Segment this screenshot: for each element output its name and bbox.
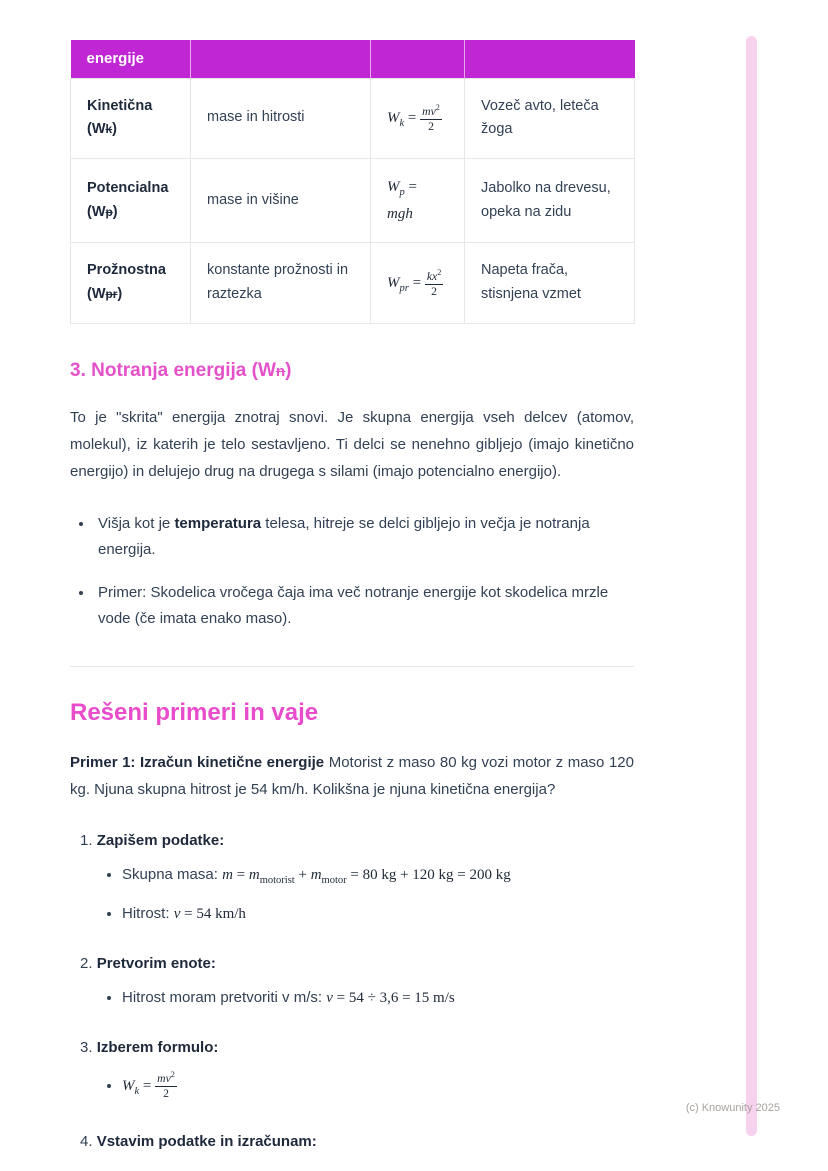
cell-formula xyxy=(371,159,465,243)
list-item: • Primer: Skodelica vročega čaja ima več notranje energije kot skodelica mrzle vode (če imata enako maso). xyxy=(94,580,634,632)
step-title: 3. Izberem formulo: xyxy=(80,1039,219,1057)
decorative-side-strip xyxy=(746,36,757,1136)
heading-subscript: n xyxy=(275,363,286,381)
energy-symbol: (Wpr) xyxy=(87,286,123,303)
energy-name: Kinetična xyxy=(87,97,153,114)
table-header-row xyxy=(71,40,635,78)
energy-table xyxy=(70,40,635,324)
math-equation: v = 54 km/h xyxy=(173,906,246,923)
math-formula-line2: mgh xyxy=(387,205,413,222)
math-equation: v = 54 ÷ 3,6 = 15 m/s xyxy=(326,990,455,1007)
fraction: $\frac{mv^2}{2}$ xyxy=(157,1070,175,1101)
section-heading-notranja-energija: 3. Notranja energija (Wn) xyxy=(70,360,292,382)
step-number: 2. xyxy=(80,955,93,973)
paragraph-internal-energy: To je "skrita" energija znotraj snovi. Je skupna energija vseh delcev (atomov, molekul), iz katerih je telo sestavljeno. Ti delci se nenehno gibljejo (imajo kinetično energijo) in delujejo drug na drugega s silami (imajo potencialno energijo). xyxy=(70,409,634,481)
step-number: 1. xyxy=(80,832,93,850)
step-title: 4. Vstavim podatke in izračunam: xyxy=(80,1132,317,1150)
table-header-cell-energije xyxy=(71,40,191,78)
cell-energy-name xyxy=(71,159,191,243)
math-formula: $W_k$ = $\frac{mv^2}{2}$ xyxy=(387,102,440,133)
step-sublist xyxy=(122,863,634,926)
paragraph-primer-1: Primer 1: Izračun kinetične energije Motorist z maso 80 kg vozi motor z maso 120 kg. Njuna skupna hitrost je 54 km/h. Kolikšna je njuna kinetična energija? xyxy=(70,754,634,799)
table-row-kineticna xyxy=(71,78,635,159)
step-title: 2. Pretvorim enote: xyxy=(80,955,216,973)
math-equation: $m = m_{motorist} + m_{motor} = 80$ kg + 120 kg = 200 kg xyxy=(222,867,511,887)
cell-formula xyxy=(371,78,465,159)
list-item-mass: • Skupna masa: $m = m_{motorist} + m_{motor} = 80$ kg + 120 kg = 200 kg xyxy=(122,863,634,893)
cell-formula xyxy=(371,243,465,324)
symbol-subscript: k xyxy=(105,122,113,137)
step-1 xyxy=(70,829,634,926)
list-item: • Višja kot je temperatura telesa, hitreje se delci gibljejo in večja je notranja energija. xyxy=(94,511,634,563)
cell-depends-on: mase in hitrosti xyxy=(191,78,371,159)
table-header-cell-3 xyxy=(371,40,465,78)
energy-name: Prožnostna xyxy=(87,262,166,279)
table-header-cell-2 xyxy=(191,40,371,78)
energy-symbol: (Wp) xyxy=(87,203,118,220)
table-row-potencialna xyxy=(71,159,635,243)
energy-symbol: (Wk) xyxy=(87,121,117,138)
step-number: 3. xyxy=(80,1039,93,1057)
section-heading-reseni-primeri: Rešeni primeri in vaje xyxy=(70,699,319,727)
cell-example: Vozeč avto, leteča žoga xyxy=(465,78,635,159)
footer-copyright: (c) Knowunity 2025 xyxy=(685,1102,780,1114)
cell-example: Napeta frača, stisnjena vzmet xyxy=(465,243,635,324)
header-label: energije xyxy=(86,50,145,68)
step-title: 1. Zapišem podatke: xyxy=(80,832,225,850)
fraction: $\frac{kx^2}{2}$ xyxy=(426,267,442,298)
math-formula: $W_p$ = xyxy=(387,179,417,199)
cell-energy-name xyxy=(71,78,191,159)
energy-name: Potencialna xyxy=(87,179,169,196)
cell-energy-name xyxy=(71,243,191,324)
step-sublist xyxy=(122,986,634,1010)
bullet-list xyxy=(94,511,634,632)
list-item-speed: • Hitrost: v = 54 km/h xyxy=(122,902,634,926)
fraction: $\frac{mv^2}{2}$ xyxy=(422,102,440,133)
step-number: 4. xyxy=(80,1132,93,1150)
math-formula: $W_{pr}$ = $\frac{kx^2}{2}$ xyxy=(387,267,442,298)
cell-depends-on: mase in višine xyxy=(191,159,371,243)
math-formula: $W_k$ = $\frac{mv^2}{2}$ xyxy=(122,1070,175,1101)
cell-example: Jabolko na drevesu, opeka na zidu xyxy=(465,159,635,243)
bold-text: Primer 1: Izračun kinetične energije xyxy=(70,754,325,772)
step-sublist xyxy=(122,1070,634,1103)
table-header-cell-4 xyxy=(465,40,635,78)
cell-depends-on: konstante prožnosti in raztezka xyxy=(191,243,371,324)
page-content xyxy=(70,40,634,1154)
symbol-subscript: pr xyxy=(105,287,118,302)
step-2 xyxy=(70,952,634,1010)
list-item-formula xyxy=(122,1070,634,1103)
bold-text: temperatura xyxy=(174,515,262,533)
step-3 xyxy=(70,1036,634,1103)
step-4 xyxy=(70,1130,634,1154)
section-divider xyxy=(70,666,634,667)
table-row-proznostna xyxy=(71,243,635,324)
list-item-convert: • Hitrost moram pretvoriti v m/s: v = 54 ÷ 3,6 = 15 m/s xyxy=(122,986,634,1010)
symbol-subscript: p xyxy=(105,204,113,219)
